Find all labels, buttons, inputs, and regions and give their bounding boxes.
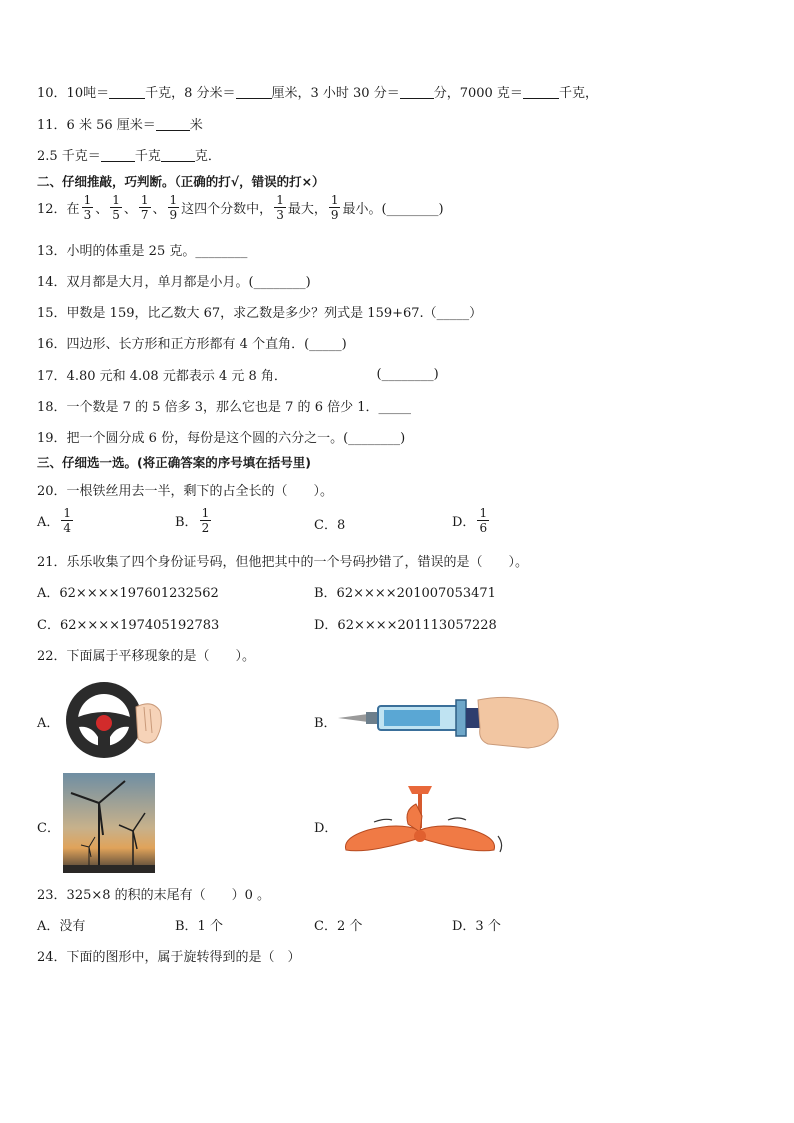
fraction: $\frac{1}{5}$ <box>112 193 120 222</box>
question-number: 20． <box>37 484 67 499</box>
question-10 <box>37 82 598 101</box>
question-text: 甲数是 159，比乙数大 67，求乙数是多少？列式是 159+67.（_____） <box>66 306 483 321</box>
fraction: $\frac{1}{3}$ <box>83 193 92 222</box>
question-text: 6 米 56 厘米＝ <box>66 118 156 133</box>
fraction: $\frac{1}{4}$ <box>63 506 72 535</box>
steering-wheel-icon <box>62 677 166 763</box>
option-d[interactable]: D． $\frac{1}{6}$ <box>452 506 488 535</box>
option-a[interactable]: A．没有 <box>37 919 86 934</box>
question-number: 12． <box>37 202 67 217</box>
syringe-icon <box>338 694 560 752</box>
fraction: $\frac{1}{2}$ <box>201 506 210 535</box>
option-b[interactable]: B．1 个 <box>175 919 223 934</box>
question-number: 23． <box>37 888 67 903</box>
question-11-part-b <box>37 145 221 164</box>
question-12: 12． 在 $\frac{1}{3}$ 、 $\frac{1}{5}$ 、 $\frac{1}{7}$ 、 $\frac{1}{9}$ 这四个分数中， $\frac{1}{3}$ 最大， $\frac{1}{9}$ 最小。(________) <box>37 193 444 222</box>
question-text: 2.5 千克＝ <box>37 149 101 164</box>
fraction: $\frac{1}{9}$ <box>169 193 178 222</box>
question-number: 21． <box>37 555 67 570</box>
question-18 <box>37 396 411 415</box>
option-a[interactable]: A． $\frac{1}{4}$ <box>37 506 72 535</box>
option-c[interactable]: C．2 个 <box>314 919 363 934</box>
question-16 <box>37 333 347 352</box>
answer-blank[interactable] <box>236 84 272 99</box>
question-15 <box>37 302 482 321</box>
question-22 <box>37 645 255 664</box>
question-text: 4.80 元和 4.08 元都表示 4 元 8 角． <box>66 369 287 384</box>
question-13 <box>37 240 247 259</box>
question-number: 14． <box>37 275 67 290</box>
question-text: 千克，8 分米＝ <box>145 86 236 101</box>
answer-blank[interactable] <box>523 84 559 99</box>
question-14 <box>37 271 311 290</box>
option-d[interactable]: D．62××××201113057228 <box>314 618 497 633</box>
question-number: 17． <box>37 369 67 384</box>
option-c[interactable]: C． <box>37 821 60 836</box>
question-text: 一个数是 7 的 5 倍多 3，那么它也是 7 的 6 倍少 1．_____ <box>66 400 411 415</box>
question-21 <box>37 551 528 570</box>
question-text: 小明的体重是 25 克。________ <box>66 244 248 259</box>
answer-paren[interactable]: (________) <box>376 367 439 382</box>
option-d[interactable]: D． <box>314 821 338 836</box>
section-2-heading: 二、仔细推敲，巧判断。（正确的打√，错误的打×） <box>37 174 325 189</box>
question-text: 325×8 的积的末尾有（ ）0 。 <box>66 888 271 903</box>
question-text: 下面属于平移现象的是（ ）。 <box>66 649 256 664</box>
answer-blank[interactable] <box>156 116 190 131</box>
question-number: 15． <box>37 306 67 321</box>
question-text: 千克 <box>134 149 161 164</box>
wind-turbine-photo-icon <box>63 773 155 873</box>
question-24 <box>37 946 301 965</box>
question-number: 16． <box>37 337 67 352</box>
question-number: 10． <box>37 86 67 101</box>
option-b[interactable]: B． $\frac{1}{2}$ <box>175 506 210 535</box>
question-number: 13． <box>37 244 67 259</box>
fraction: $\frac{1}{7}$ <box>140 193 149 222</box>
question-number: 19． <box>37 431 67 446</box>
question-text: 把一个圆分成 6 份，每份是这个圆的六分之一。(________) <box>66 431 406 446</box>
question-text: 双月都是大月，单月都是小月。(________) <box>66 275 311 290</box>
question-text: 克． <box>194 149 221 164</box>
question-19 <box>37 427 405 446</box>
answer-blank[interactable] <box>101 147 135 162</box>
question-text: 分，7000 克＝ <box>433 86 523 101</box>
section-3-heading: 三、仔细选一选。(将正确答案的序号填在括号里) <box>37 455 311 470</box>
question-11 <box>37 114 203 133</box>
question-text: 10吨＝ <box>66 86 110 101</box>
question-20 <box>37 480 333 499</box>
fraction: $\frac{1}{9}$ <box>330 193 339 222</box>
question-number: 22． <box>37 649 67 664</box>
ceiling-fan-icon <box>338 780 522 866</box>
option-c[interactable]: C．8 <box>314 518 346 533</box>
answer-blank[interactable] <box>161 147 195 162</box>
fraction: $\frac{1}{6}$ <box>479 506 488 535</box>
question-number: 18． <box>37 400 67 415</box>
question-text: 米 <box>189 118 203 133</box>
answer-blank[interactable] <box>400 84 434 99</box>
question-text: 厘米，3 小时 30 分＝ <box>271 86 400 101</box>
option-a[interactable]: A． <box>37 716 60 731</box>
option-b[interactable]: B． <box>314 716 337 731</box>
option-a[interactable]: A．62××××197601232562 <box>37 586 219 601</box>
question-text: 一根铁丝用去一半，剩下的占全长的（ ）。 <box>66 484 334 499</box>
option-c[interactable]: C．62××××197405192783 <box>37 618 220 633</box>
question-number: 11． <box>37 118 67 133</box>
question-text: 四边形、长方形和正方形都有 4 个直角．(_____) <box>66 337 347 352</box>
question-23 <box>37 884 270 903</box>
fraction: $\frac{1}{3}$ <box>276 193 284 222</box>
option-b[interactable]: B．62××××201007053471 <box>314 586 496 601</box>
question-text: 千克， <box>558 86 598 101</box>
question-17 <box>37 365 439 384</box>
question-text: 下面的图形中，属于旋转得到的是（ ） <box>66 950 301 965</box>
question-number: 24． <box>37 950 67 965</box>
option-d[interactable]: D．3 个 <box>452 919 501 934</box>
answer-blank[interactable] <box>109 84 145 99</box>
question-text: 乐乐收集了四个身份证号码，但他把其中的一个号码抄错了，错误的是（ ）。 <box>66 555 529 570</box>
